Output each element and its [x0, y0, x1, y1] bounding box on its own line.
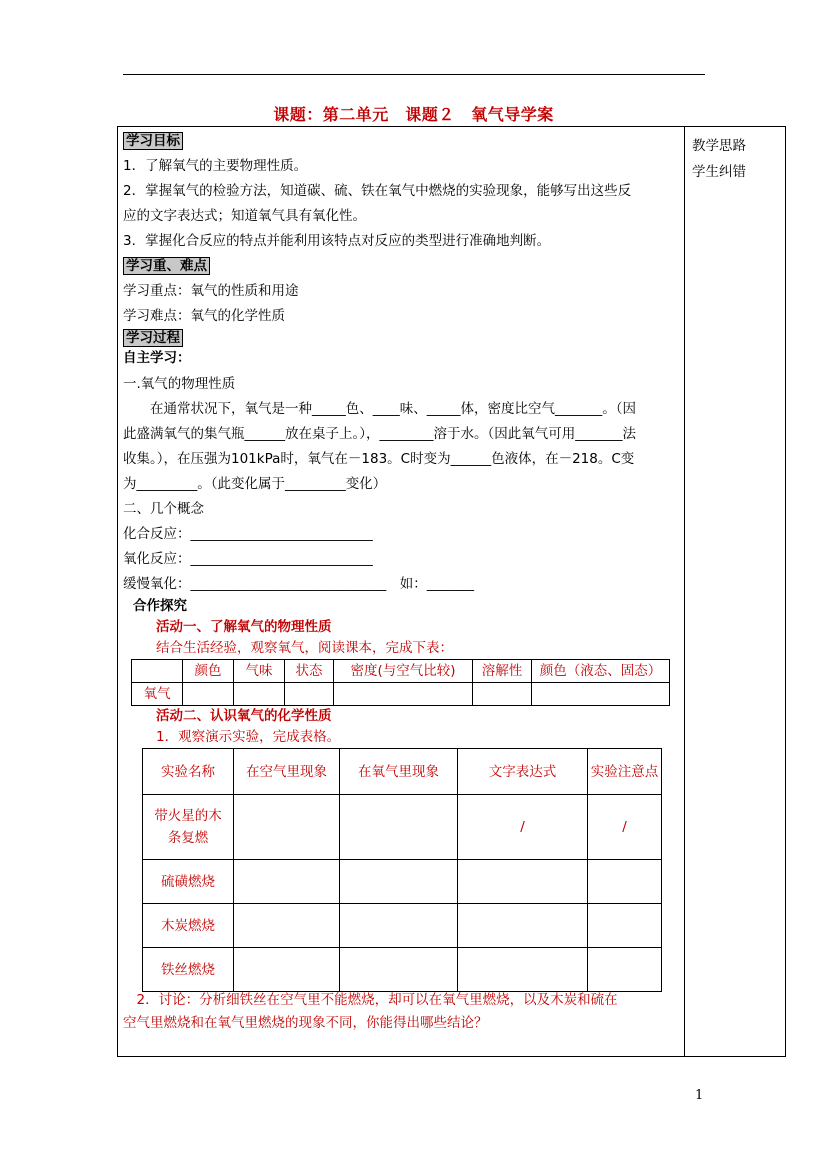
- table-header-cell: 气味: [234, 660, 285, 683]
- fill-cell[interactable]: /: [588, 795, 662, 860]
- key-difficulty: 学习难点：氧气的化学性质: [123, 308, 285, 324]
- table-header-cell: 实验注意点: [588, 749, 662, 795]
- fill-cell[interactable]: [340, 860, 458, 904]
- fill-cell[interactable]: [588, 948, 662, 992]
- concept-line: 氧化反应：___________________________: [123, 551, 373, 567]
- table-header-cell: 文字表达式: [458, 749, 588, 795]
- concept-line: 缓慢氧化：_____________________________ 如：_______: [123, 576, 474, 592]
- coop-heading: 合作探究: [133, 598, 187, 614]
- fill-cell[interactable]: /: [458, 795, 588, 860]
- key-heading: 学习重、难点: [123, 257, 210, 275]
- experiment-name: 硫磺燃烧: [143, 860, 234, 904]
- section-concepts: 二、几个概念: [123, 501, 204, 517]
- table-header-cell: 在空气里现象: [234, 749, 340, 795]
- fill-cell[interactable]: [532, 683, 670, 706]
- experiment-name: 木炭燃烧: [143, 904, 234, 948]
- document-title: 课题：第二单元 课题２ 氧气导学案: [273, 105, 554, 124]
- goal-item: 2．掌握氧气的检验方法，知道碳、硫、铁在氧气中燃烧的实验现象，能够写出这些反: [123, 183, 632, 199]
- fill-cell[interactable]: [285, 683, 334, 706]
- table-row: [132, 683, 670, 706]
- discussion-line: 空气里燃烧和在氧气里燃烧的现象不同，你能得出哪些结论？: [123, 1015, 488, 1031]
- fill-cell[interactable]: [234, 948, 340, 992]
- table-row: [143, 904, 662, 948]
- chemical-props-table: [142, 748, 662, 992]
- side-teaching-idea: 教学思路: [692, 138, 746, 154]
- table-header-cell: 实验名称: [143, 749, 234, 795]
- side-student-correction: 学生纠错: [692, 164, 746, 180]
- process-heading: 学习过程: [123, 329, 183, 347]
- fill-cell[interactable]: [588, 904, 662, 948]
- table-row: [143, 860, 662, 904]
- fill-paragraph-line: 收集。），在压强为101kPa时，氧气在－183。C时变为______色液体，在－218。C变: [123, 451, 635, 467]
- experiment-name: 带火星的木条复燃: [143, 795, 234, 860]
- activity2-title: 活动二、认识氧气的化学性质: [156, 708, 332, 724]
- goal-item: 3．掌握化合反应的特点并能利用该特点对反应的类型进行准确地判断。: [123, 233, 551, 249]
- header-rule: [123, 74, 705, 75]
- page-number: 1: [695, 1088, 704, 1103]
- table-header-cell: 溶解性: [473, 660, 532, 683]
- fill-cell[interactable]: [458, 904, 588, 948]
- section-physical-props: 一.氧气的物理性质: [123, 376, 236, 392]
- table-header-cell: 密度(与空气比较): [334, 660, 473, 683]
- fill-cell[interactable]: [340, 904, 458, 948]
- table-header-cell: 状态: [285, 660, 334, 683]
- fill-cell[interactable]: [183, 683, 234, 706]
- fill-cell[interactable]: [473, 683, 532, 706]
- goal-item: 应的文字表达式；知道氧气具有氧化性。: [123, 208, 366, 224]
- fill-cell[interactable]: [334, 683, 473, 706]
- fill-paragraph-line: 为_________。（此变化属于_________变化）: [123, 476, 387, 492]
- fill-paragraph-line: 在通常状况下，氧气是一种_____色、____味、_____体，密度比空气_______。（因: [123, 401, 636, 417]
- table-header-cell: 颜色: [183, 660, 234, 683]
- fill-paragraph-line: 此盛满氧气的集气瓶______放在桌子上。），________溶于水。（因此氧气可用_______法: [123, 426, 636, 442]
- fill-cell[interactable]: [234, 860, 340, 904]
- fill-cell[interactable]: [458, 948, 588, 992]
- table-header-row: [143, 749, 662, 795]
- physical-props-table: [131, 659, 670, 706]
- self-study-label: 自主学习：: [123, 350, 191, 366]
- table-row: [143, 948, 662, 992]
- fill-cell[interactable]: [234, 795, 340, 860]
- experiment-name: 铁丝燃烧: [143, 948, 234, 992]
- table-header-cell: [132, 660, 183, 683]
- table-header-cell: 颜色（液态、固态）: [532, 660, 670, 683]
- key-focus: 学习重点：氧气的性质和用途: [123, 283, 299, 299]
- activity1-instruction: 结合生活经验，观察氧气，阅读课本，完成下表：: [156, 640, 453, 656]
- table-header-cell: 在氧气里现象: [340, 749, 458, 795]
- fill-cell[interactable]: [340, 795, 458, 860]
- activity1-title: 活动一、了解氧气的物理性质: [156, 619, 332, 635]
- discussion-line: 2．讨论：分析细铁丝在空气里不能燃烧，却可以在氧气里燃烧，以及木炭和硫在: [123, 992, 618, 1008]
- concept-line: 化合反应：___________________________: [123, 526, 373, 542]
- column-divider: [684, 126, 685, 1057]
- fill-cell[interactable]: [340, 948, 458, 992]
- fill-cell[interactable]: [588, 860, 662, 904]
- goals-heading: 学习目标: [123, 132, 183, 150]
- fill-cell[interactable]: [234, 683, 285, 706]
- fill-cell[interactable]: [458, 860, 588, 904]
- activity2-instruction: 1．观察演示实验，完成表格。: [156, 729, 341, 745]
- goal-item: 1．了解氧气的主要物理性质。: [123, 158, 308, 174]
- row-label: 氧气: [132, 683, 183, 706]
- fill-cell[interactable]: [234, 904, 340, 948]
- table-header-row: [132, 660, 670, 683]
- table-row: [143, 795, 662, 860]
